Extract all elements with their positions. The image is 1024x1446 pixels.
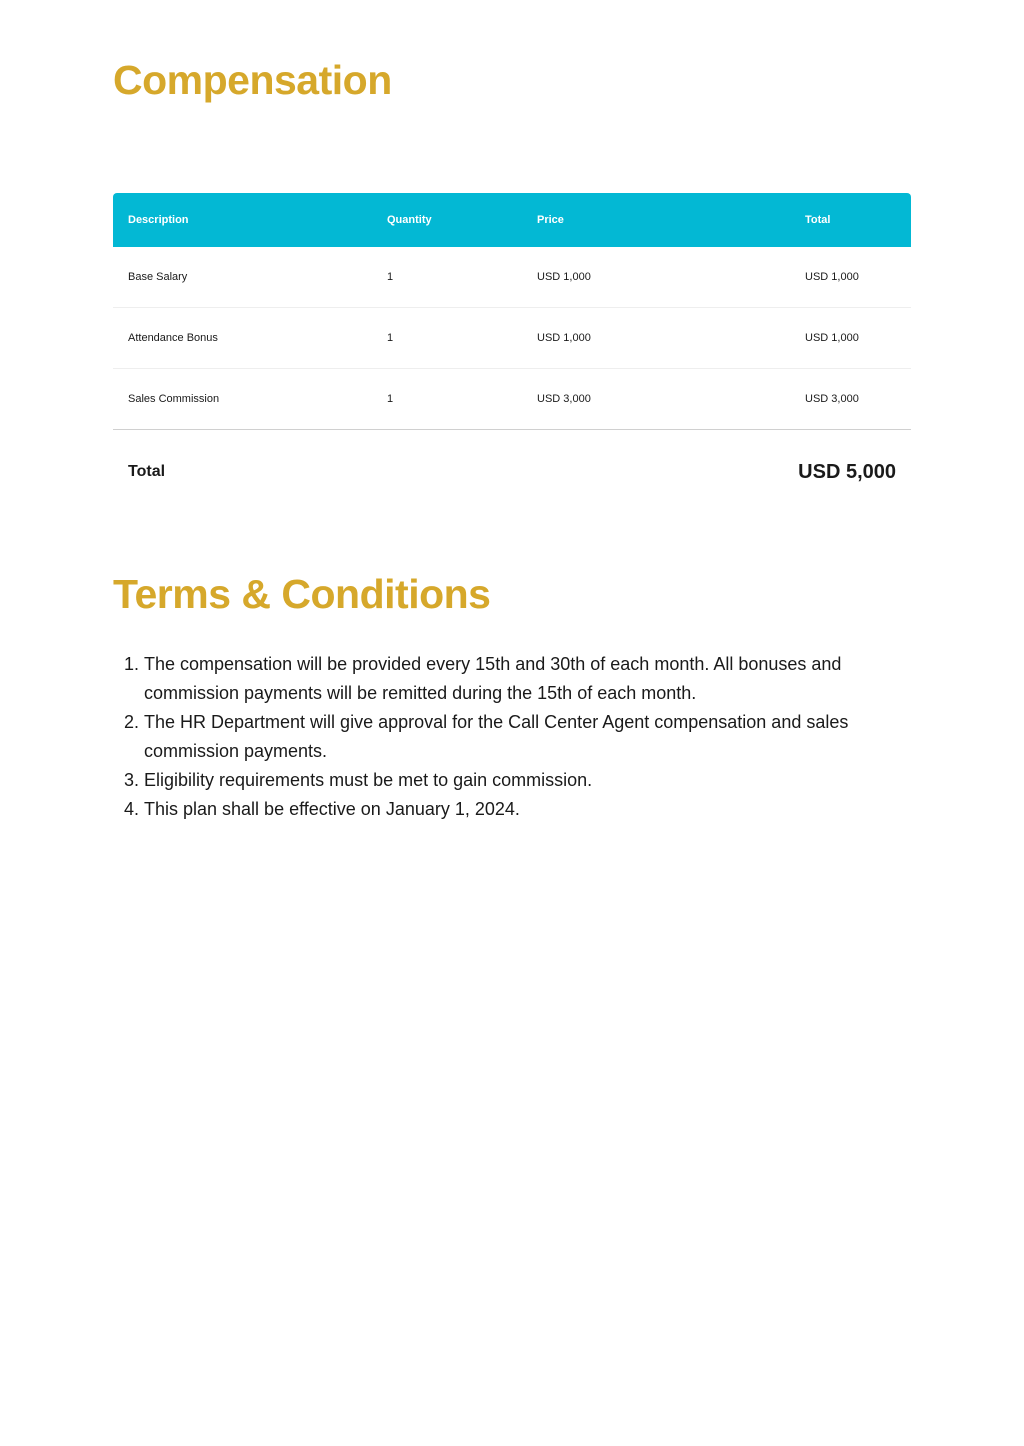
list-item: 4. This plan shall be effective on January 1, 2024. — [144, 795, 904, 824]
table-header-row — [113, 193, 911, 247]
compensation-title: Compensation — [113, 57, 392, 103]
cell-quantity: 1 — [387, 271, 394, 283]
table-row — [113, 308, 911, 369]
list-item: 2. The HR Department will give approval for the Call Center Agent compensation and sales commission payments. — [144, 708, 904, 766]
table-row — [113, 247, 911, 308]
cell-total: USD 1,000 — [805, 271, 859, 283]
cell-price: USD 1,000 — [537, 332, 591, 344]
cell-total: USD 1,000 — [805, 332, 859, 344]
grand-total-row — [113, 432, 911, 512]
grand-total-value: USD 5,000 — [798, 460, 896, 483]
list-item: 1. The compensation will be provided every 15th and 30th of each month. All bonuses and commission payments will be remitted during the 15th of each month. — [144, 650, 904, 708]
list-item: 3. Eligibility requirements must be met to gain commission. — [144, 766, 904, 795]
cell-description: Base Salary — [128, 271, 188, 283]
terms-title: Terms & Conditions — [113, 571, 491, 617]
grand-total-label: Total — [128, 463, 166, 480]
cell-total: USD 3,000 — [805, 393, 859, 405]
header-description: Description — [128, 214, 189, 226]
cell-description: Attendance Bonus — [128, 332, 218, 344]
cell-quantity: 1 — [387, 332, 394, 344]
table-row — [113, 369, 911, 430]
cell-price: USD 3,000 — [537, 393, 591, 405]
header-quantity: Quantity — [387, 214, 432, 226]
header-price: Price — [537, 214, 564, 226]
cell-quantity: 1 — [387, 393, 394, 405]
terms-list — [144, 650, 904, 824]
compensation-table — [113, 193, 911, 430]
header-total: Total — [805, 214, 831, 226]
cell-price: USD 1,000 — [537, 271, 591, 283]
cell-description: Sales Commission — [128, 393, 220, 405]
